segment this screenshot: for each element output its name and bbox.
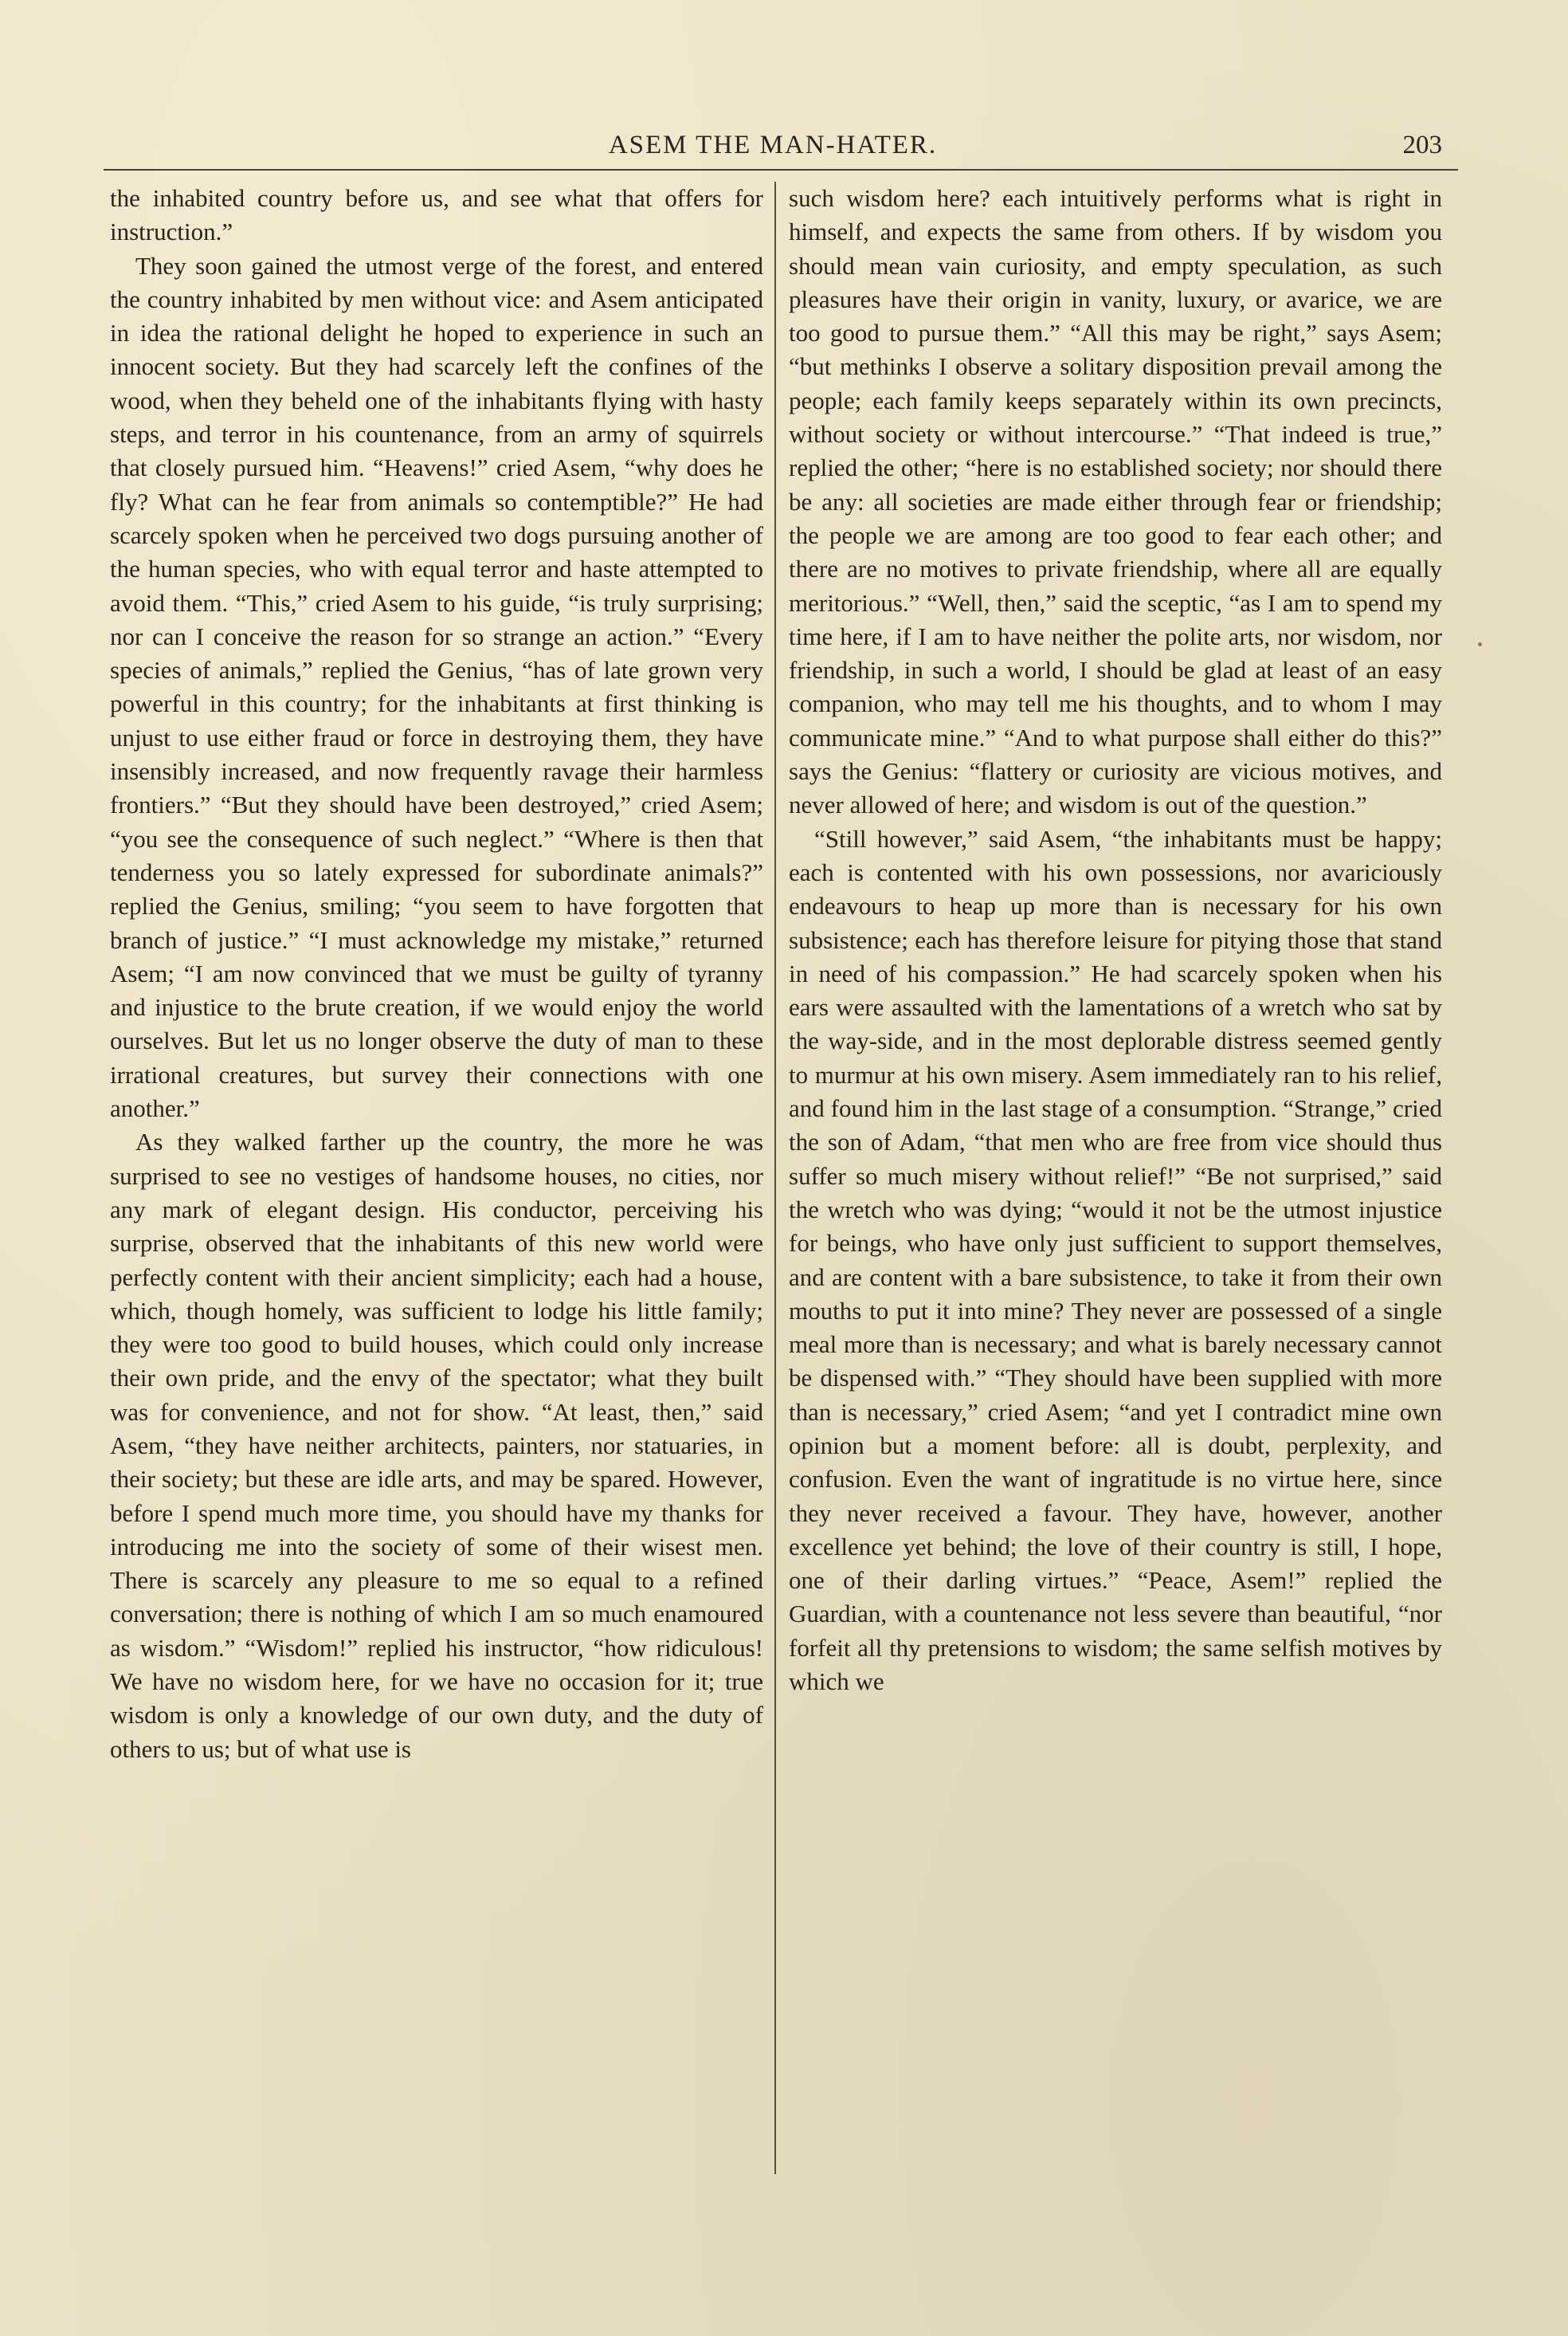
running-title: ASEM THE MAN-HATER. bbox=[608, 131, 938, 159]
header-rule bbox=[104, 169, 1458, 171]
left-paragraph-1: the inhabited country before us, and see what that offers for instruction.” bbox=[110, 184, 763, 246]
ink-spot bbox=[1478, 642, 1482, 646]
left-paragraph-2: They soon gained the utmost verge of the forest, and entered the country inhabited by men without vice: and Asem anticipated in idea the rational delight he hoped to experience in such an innocent society. But they had scarcely left the confines of the wood, when they beheld one of the inhabitants flying with hasty steps, and terror in his countenance, from an army of squirrels that closely pursued him. “Heavens!” cried Asem, “why does he fly? What can he fear from animals so contemptible?” He had scarcely spoken when he perceived two dogs pursuing another of the human species, who with equal terror and haste attempted to avoid them. “This,” cried Asem to his guide, “is truly surprising; nor can I conceive the reason for so strange an action.” “Every species of animals,” replied the Genius, “has of late grown very powerful in this country; for the inhabitants at first thinking is unjust to use either fraud or force in destroying them, they have insensibly increased, and now frequently ravage their harmless frontiers.” “But they should have been destroyed,” cried Asem; “you see the consequence of such neglect.” “Where is then that tenderness you so lately expressed for subordinate animals?” replied the Genius, smiling; “you seem to have forgotten that branch of justice.” “I must acknowledge my mistake,” returned Asem; “I am now convinced that we must be guilty of tyranny and injustice to the brute creation, if we would enjoy the world ourselves. But let us no longer observe the duty of man to these irrational creatures, but survey their connections with one another.” bbox=[110, 251, 763, 1123]
right-column bbox=[789, 182, 1442, 1698]
left-paragraph-3: As they walked farther up the country, the more he was surprised to see no vestiges of handsome houses, no cities, nor any mark of elegant design. His conductor, perceiving his surprise, observed that the inhabitants of this new world were perfectly content with their ancient simplicity; each had a house, which, though homely, was sufficient to lodge his little family; they were too good to build houses, which could only increase their own pride, and the envy of the spectator; what they built was for convenience, and not for show. “At least, then,” said Asem, “they have neither architects, painters, nor statuaries, in their society; but these are idle arts, and may be spared. However, before I spend much more time, you should have my thanks for introducing me into the society of some of their wisest men. There is scarcely any pleasure to me so equal to a refined conversation; there is nothing of which I am so much enamoured as wisdom.” “Wisdom!” replied his instructor, “how ridiculous! We have no wisdom here, for we have no occasion for it; true wisdom is only a knowledge of our own duty, and the duty of others to us; but of what use is bbox=[110, 1128, 763, 1763]
right-paragraph-2: “Still however,” said Asem, “the inhabitants must be happy; each is contented with his own possessions, nor avariciously endeavours to heap up more than is necessary for his own subsistence; each has therefore leisure for pitying those that stand in need of his compassion.” He had scarcely spoken when his ears were assaulted with the lamentations of a wretch who sat by the way-side, and in the most deplorable distress seemed gently to murmur at his own misery. Asem immediately ran to his relief, and found him in the last stage of a consumption. “Strange,” cried the son of Adam, “that men who are free from vice should thus suffer so much misery without relief!” “Be not surprised,” said the wretch who was dying; “would it not be the utmost injustice for beings, who have only just sufficient to support themselves, and are content with a bare subsistence, to take it from their own mouths to put it into mine? They never are possessed of a single meal more than is necessary; and what is barely necessary cannot be dispensed with.” “They should have been supplied with more than is necessary,” cried Asem; “and yet I contradict mine own opinion but a moment before: all is doubt, perplexity, and confusion. Even the want of ingratitude is no virtue here, since they never received a favour. They have, however, another excellence yet behind; the love of their country is still, I hope, one of their darling virtues.” “Peace, Asem!” replied the Guardian, with a countenance not less severe than beautiful, “nor forfeit all thy pretensions to wisdom; the same selfish motives by which we bbox=[789, 824, 1442, 1696]
left-column bbox=[110, 182, 763, 1766]
right-paragraph-1: such wisdom here? each intuitively performs what is right in himself, and expects the same from others. If by wisdom you should mean vain curiosity, and empty speculation, as such pleasures have their origin in vanity, luxury, or avarice, we are too good to pursue them.” “All this may be right,” says Asem; “but methinks I observe a solitary disposition prevail among the people; each family keeps separately within its own precincts, without society or without intercourse.” “That indeed is true,” replied the other; “here is no established society; nor should there be any: all societies are made either through fear or friendship; the people we are among are too good to fear each other; and there are no motives to private friendship, where all are equally meritorious.” “Well, then,” said the sceptic, “as I am to spend my time here, if I am to have neither the polite arts, nor wisdom, nor friendship, in such a world, I should be glad at least of an easy companion, who may tell me his thoughts, and to whom I may communicate mine.” “And to what purpose shall either do this?” says the Genius: “flattery or curiosity are vicious motives, and never allowed of here; and wisdom is out of the question.” bbox=[789, 184, 1442, 819]
page-number: 203 bbox=[1402, 131, 1442, 159]
running-head bbox=[104, 126, 1442, 166]
column-divider bbox=[774, 182, 776, 2174]
